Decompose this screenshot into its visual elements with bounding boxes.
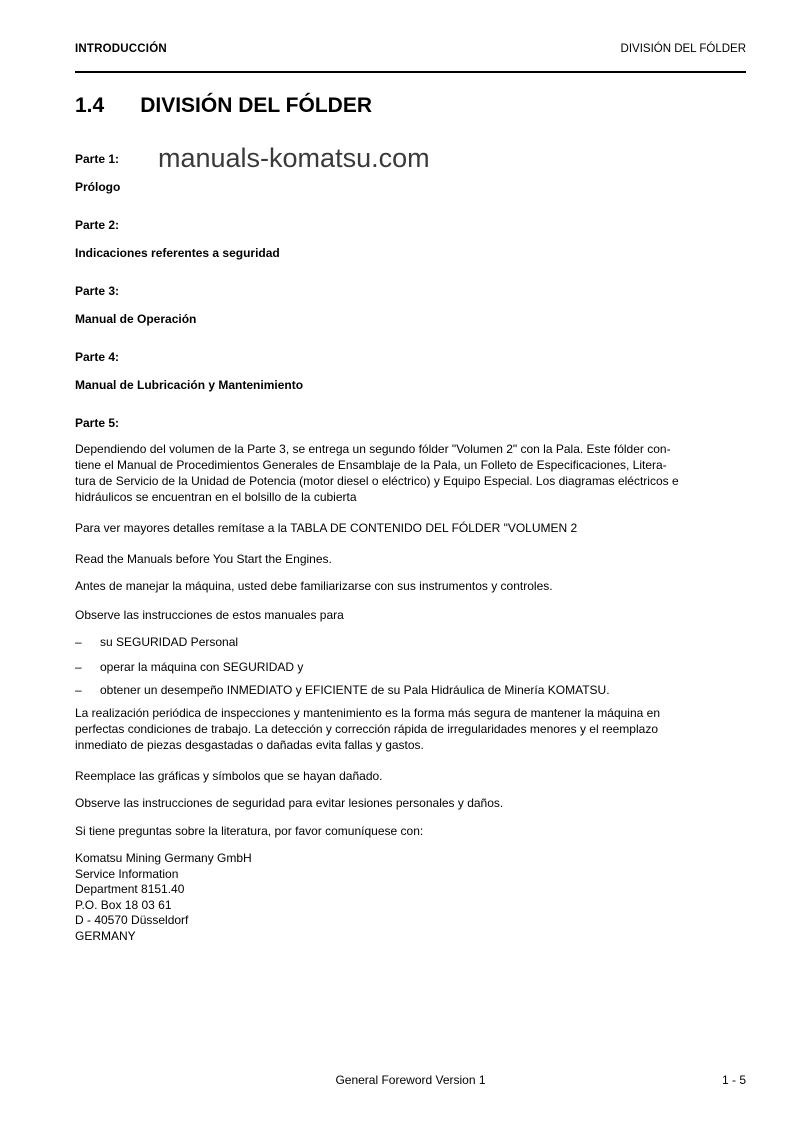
address-department-name: Service Information bbox=[75, 866, 179, 881]
address-po-box: P.O. Box 18 03 61 bbox=[75, 897, 172, 912]
bullet-dash: – bbox=[75, 635, 82, 649]
bullet-text: obtener un desempeño INMEDIATO y EFICIENTE de su Pala Hidráulica de Minería KOMATSU. bbox=[100, 683, 610, 697]
paragraph-contact-intro: Si tiene preguntas sobre la literatura, por favor comuníquese con: bbox=[75, 824, 424, 838]
part-2-name: Indicaciones referentes a seguridad bbox=[75, 246, 280, 260]
address-block bbox=[75, 851, 746, 944]
page-number: 1 - 5 bbox=[721, 1073, 746, 1087]
paragraph-safety-instructions: Observe las instrucciones de seguridad para evitar lesiones personales y daños. bbox=[75, 796, 504, 810]
bullet-item-safety bbox=[75, 634, 746, 650]
page-footer bbox=[75, 1072, 746, 1088]
paragraph-folder-volume bbox=[75, 441, 746, 505]
section-title-text: DIVISIÓN DEL FÓLDER bbox=[140, 94, 373, 117]
section-number: 1.4 bbox=[75, 94, 105, 117]
paragraph-before-operating: Antes de manejar la máquina, usted debe familiarizarse con sus instrumentos y controles. bbox=[75, 579, 553, 593]
paragraph-line: La realización periódica de inspecciones y mantenimiento es la forma más segura de mantener la máquina en bbox=[75, 706, 660, 720]
address-city: D - 40570 Düsseldorf bbox=[75, 913, 189, 927]
paragraph-line: hidráulicos se encuentran en el bolsillo de la cubierta bbox=[75, 490, 357, 504]
paragraph-line: perfectas condiciones de trabajo. La detección y corrección rápida de irregularidades menores y el reemplazo bbox=[75, 722, 658, 736]
paragraph-line: inmediato de piezas desgastadas o dañadas evita fallas y gastos. bbox=[75, 738, 424, 752]
bullet-text: operar la máquina con SEGURIDAD y bbox=[100, 660, 304, 674]
header-chapter-label: INTRODUCCIÓN bbox=[75, 43, 167, 55]
part-4-name: Manual de Lubricación y Mantenimiento bbox=[75, 378, 304, 392]
paragraph-line: tiene el Manual de Procedimientos Generales de Ensamblaje de la Pala, un Folleto de Especificaciones, Litera- bbox=[75, 458, 667, 472]
watermark-text: manuals-komatsu.com bbox=[158, 143, 430, 173]
address-department-number: Department 8151.40 bbox=[75, 882, 185, 896]
part-5-label: Parte 5: bbox=[75, 416, 120, 430]
part-3-label: Parte 3: bbox=[75, 284, 120, 298]
paragraph-replace-graphics: Reemplace las gráficas y símbolos que se hayan dañado. bbox=[75, 769, 383, 783]
paragraph-line: tura de Servicio de la Unidad de Potencia (motor diesel o eléctrico) y Equipo Especial. Los diagramas eléctricos e bbox=[75, 474, 679, 488]
paragraph-line: Dependiendo del volumen de la Parte 3, se entrega un segundo fólder "Volumen 2" con la Pala. Este fólder con- bbox=[75, 442, 671, 456]
address-country: GERMANY bbox=[75, 928, 136, 943]
part-2-label: Parte 2: bbox=[75, 218, 120, 232]
bullet-dash: – bbox=[75, 660, 82, 674]
part-3-name: Manual de Operación bbox=[75, 312, 197, 326]
part-4-label: Parte 4: bbox=[75, 350, 120, 364]
section-title bbox=[75, 94, 746, 118]
bullet-dash: – bbox=[75, 683, 82, 697]
running-header bbox=[75, 0, 746, 73]
part-1-label: Parte 1: bbox=[75, 152, 120, 166]
paragraph-periodic-inspections bbox=[75, 705, 746, 753]
address-company: Komatsu Mining Germany GmbH bbox=[75, 851, 252, 865]
part-1-name: Prólogo bbox=[75, 180, 121, 194]
footer-version-text: General Foreword Version 1 bbox=[335, 1073, 486, 1087]
header-section-label: DIVISIÓN DEL FÓLDER bbox=[620, 43, 746, 55]
bullet-item-operate bbox=[75, 659, 746, 675]
bullet-item-performance bbox=[75, 682, 746, 698]
paragraph-observe-instructions: Observe las instrucciones de estos manuales para bbox=[75, 608, 344, 622]
paragraph-read-manuals: Read the Manuals before You Start the Engines. bbox=[75, 552, 332, 566]
paragraph-table-of-contents: Para ver mayores detalles remítase a la TABLA DE CONTENIDO DEL FÓLDER "VOLUMEN 2 bbox=[75, 521, 578, 535]
bullet-text: su SEGURIDAD Personal bbox=[100, 635, 239, 649]
